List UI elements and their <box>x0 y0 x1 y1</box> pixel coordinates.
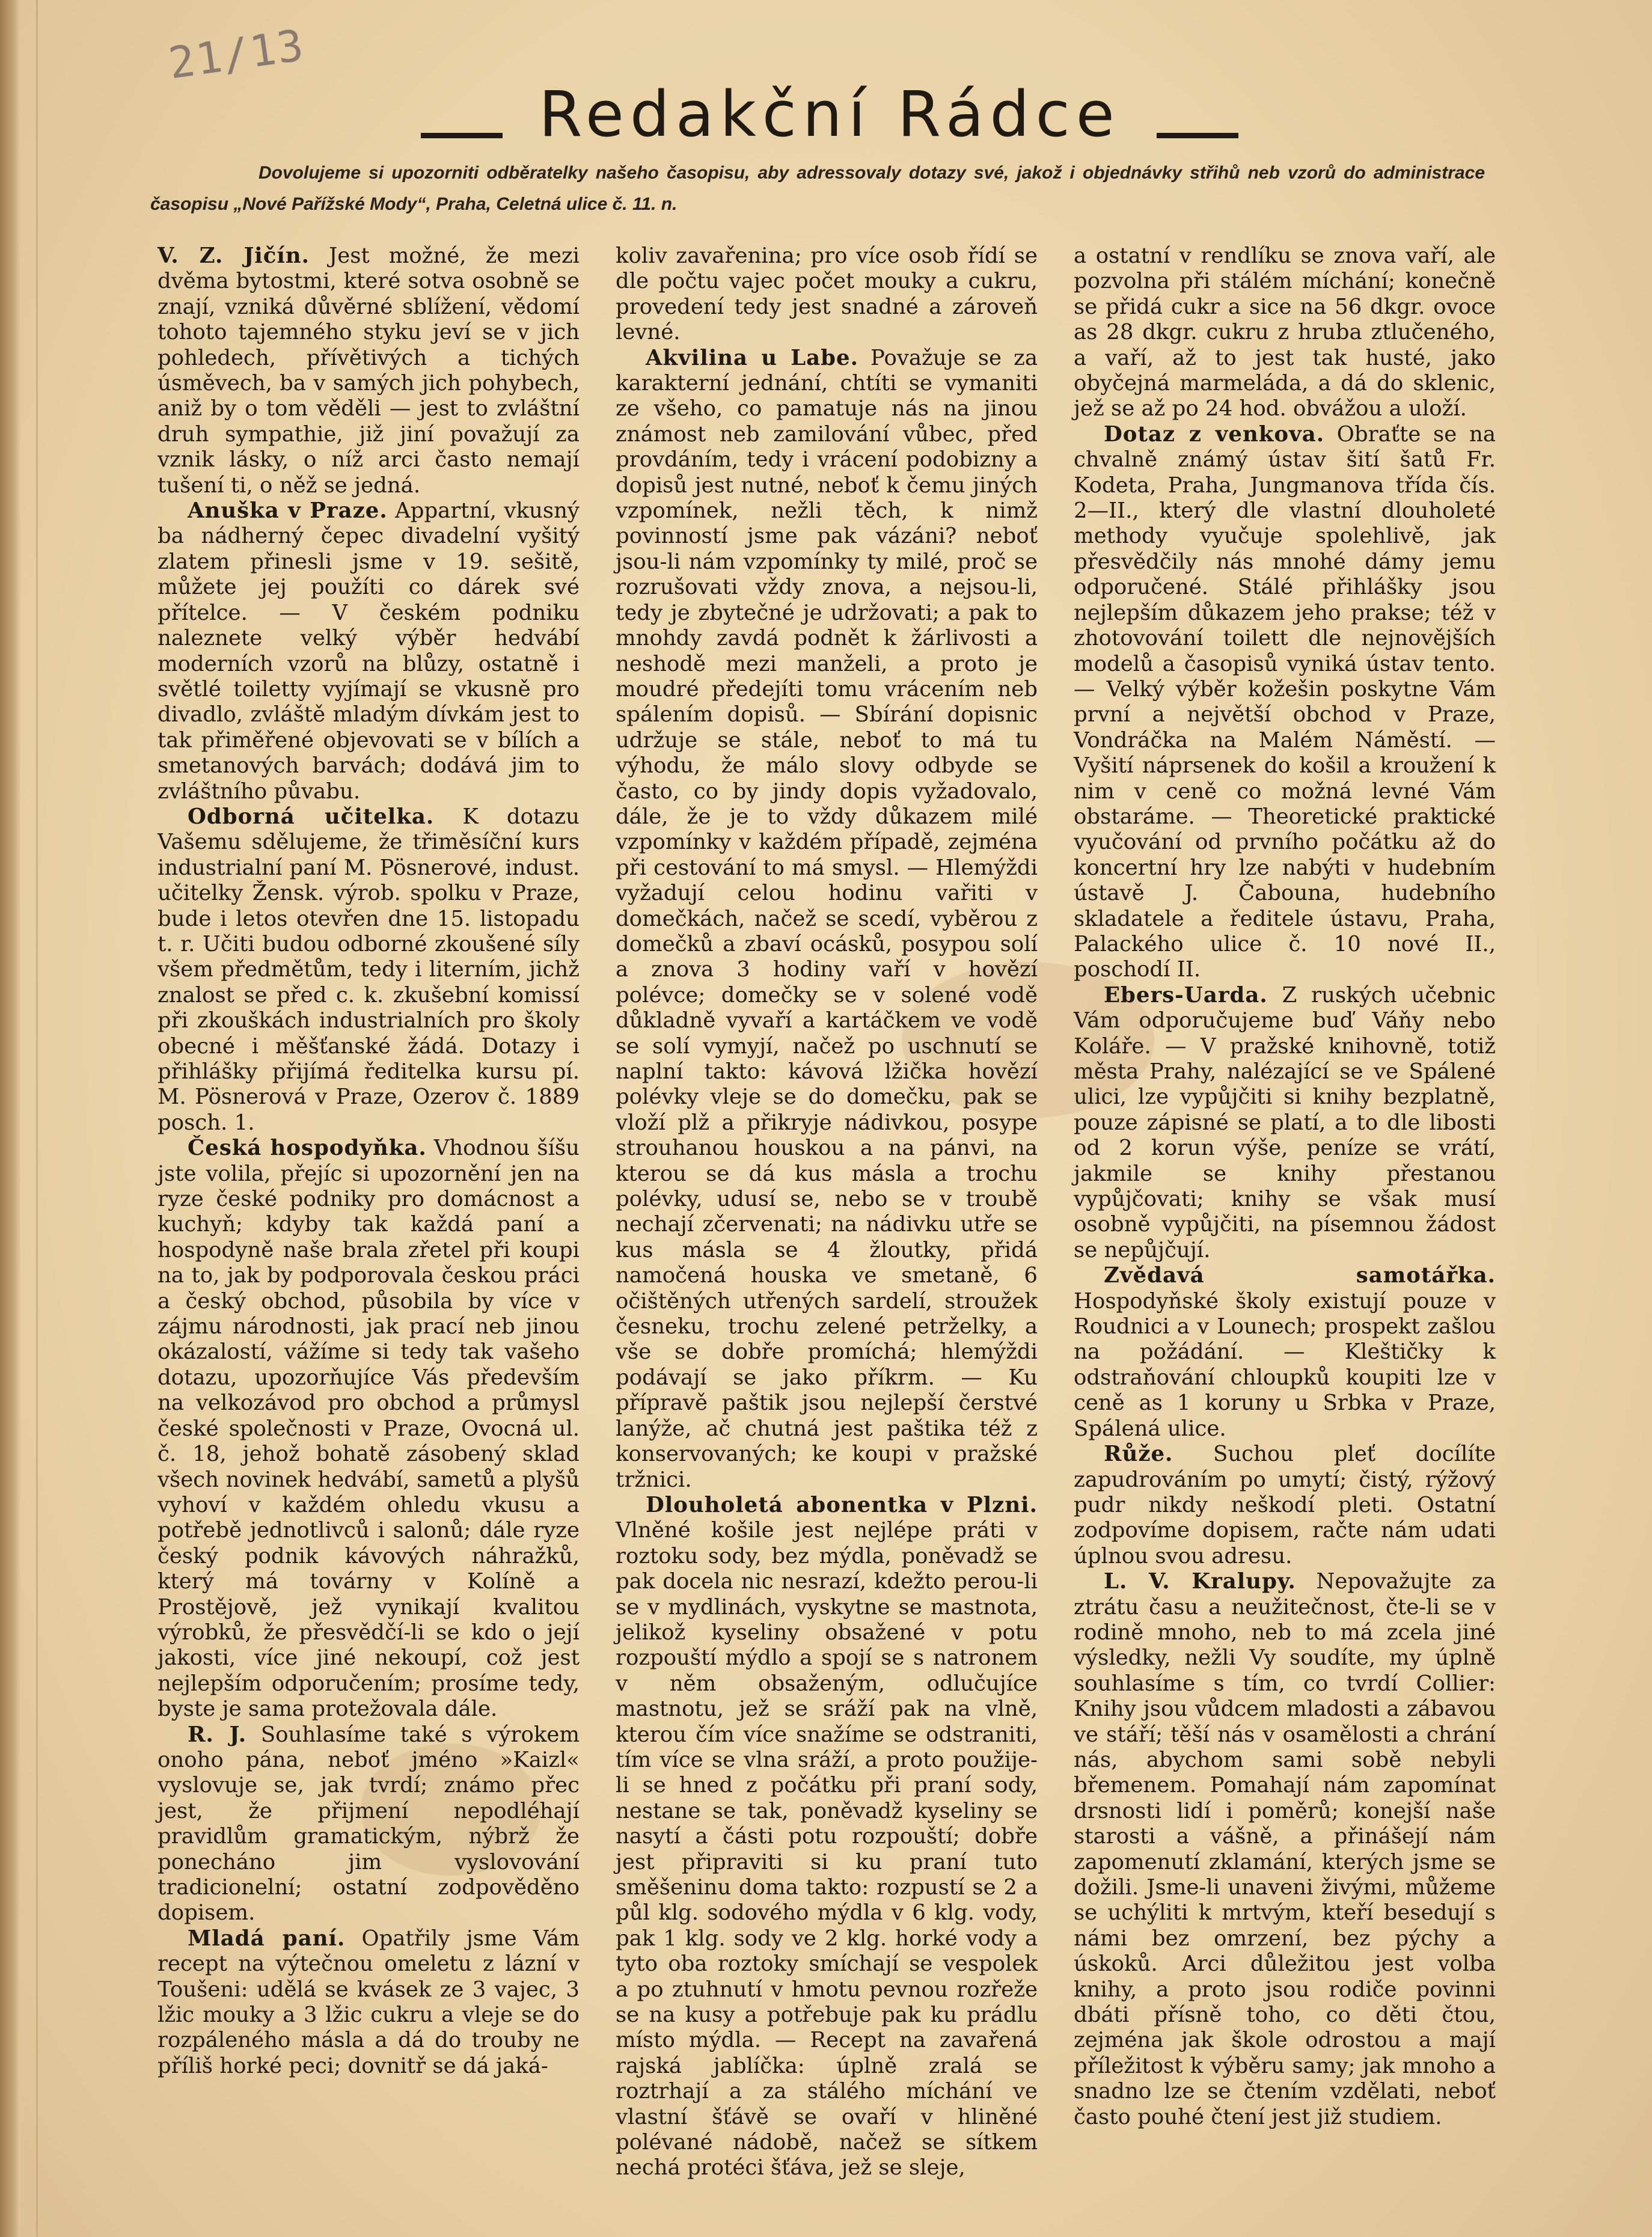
intro-notice: Dovolujeme si upozorniti odběratelky našeho časopisu, aby adressovaly dotazy své, jakož i objednávky střihů neb vzorů do administrace časopisu „Nové Pařížské Mody“, Praha, Celetná ulice č. 11. n. <box>150 163 1485 214</box>
title-rule-left <box>421 133 503 138</box>
column-3 <box>1074 243 1496 2181</box>
reply-entry <box>158 804 580 1136</box>
title-rule-right <box>1157 133 1238 138</box>
column-1 <box>158 243 580 2181</box>
reply-addressee: V. Z. Jičín. <box>158 243 310 268</box>
reply-text: Považuje se za karakterní jednání, chtíti se vymaniti ze všeho, co pamatuje nás na jinou známost neb zamilování vůbec, před provdáním, tedy i vrácení podobizny a dopisů jest nutné, neboť k čemu jiných vzpomínek, nežli těch, k nimž povinností jsme pak vázáni? neboť jsou-li nám vzpomínky ty milé, proč se rozrušovati vždy znova, a nejsou-li, tedy je zbytečné je udržovati; a pak to mnohdy zavdá podnět k žárlivosti a neshodě mezi manželi, a proto je moudré předejíti tomu vrácením neb spálením dopisů. — Sbírání dopisnic udržuje se stále, neboť to má tu výhodu, že málo slovy odbyde se často, co by jindy dopis vyžadovalo, dále, že je to vždy důkazem milé vzpomínky v každém případě, zejména při cestování to má smysl. — Hlemýždi vyžadují celou hodinu vařiti v domečkách, načež se scedí, vyběrou z domečků a zbaví ocásků, posypou solí a znova 3 hodiny vaří v hovězí polévce; domečky se v solené vodě důkladně vyvaří a kartáčkem ve vodě se solí vymyjí, načež po uschnutí se naplní takto: kávová lžička hovězí polévky vleje se do domečku, pak se vloží plž a přikryje nádivkou, posype strouhanou houskou a na pánvi, na kterou se dá kus másla a trochu polévky, udusí se, nebo se v troubě nechají zčervenati; na nádivku utře se kus másla se 4 žloutky, přidá namočená houska ve smetaně, 6 očištěných utřených sardelí, stroužek česneku, trochu zelené petrželky, a vše se dobře promíchá; hlemýždi podávají se jako příkrm. — Ku přípravě paštik jsou nejlepší čerstvé lanýže, ač chutná jest paštika též z konservovaných; ke koupi v pražské tržnici. <box>616 345 1038 1492</box>
reply-text: Nepovažujte za ztrátu času a neužitečnost, čte-li se v rodině mnoho, neb to má zcela jiné výsledky, nežli Vy soudíte, my úplně souhlasíme s tím, co tvrdí Collier: Knihy jsou vůdcem mladosti a zábavou ve stáří; těší nás v osamělosti a chrání nás, abychom sami sobě nebyli břemenem. Pomahají nám zapomínat drsnosti lidí i poměrů; konejší naše starosti a vášně, a přinášejí nám zapomenutí zklamání, kterých jsme se dožili. Jsme-li unaveni živými, můžeme se uchýliti k mrtvým, kteří besedují s námi bez omrzení, bez pýchy a úskoků. Arci důležitou jest volba knihy, a proto jsou rodiče povinni dbáti přísně toho, co děti čtou, zejména jak škole odrostou a mají příležitost k výběru samy; jak mnoho a snadno lze se čtením vzdělati, neboť často pouhé čtení jest již studiem. <box>1074 1569 1496 2129</box>
reply-entry <box>1074 422 1496 983</box>
reply-entry <box>616 1493 1038 2181</box>
reply-addressee: Česká hospodyňka. <box>188 1136 427 1161</box>
reply-text: K dotazu Vašemu sdělujeme, že třiměsíční kurs industrialní paní M. Pösnerové, indust. učitelky Žensk. výrob. spolku v Praze, bude i letos otevřen dne 15. listopadu t. r. Učiti budou odborné zkoušené síly všem předmětům, tedy i literním, jichž znalost se před c. k. zkušební komissí při zkouškách industrialních pro školy obecné i měšťanské žádá. Dotazy i přihlášky přijímá ředitelka kursu pí. M. Pösnerová v Praze, Ozerov č. 1889 posch. 1. <box>158 804 580 1135</box>
reply-addressee: Anuška v Praze. <box>188 498 388 524</box>
reply-text: a ostatní v rendlíku se znova vaří, ale pozvolna při stálém míchání; konečně se přidá cukr a sice na 56 dkgr. ovoce as 28 dkgr. cukru z hruba ztlučeného, a vaří, až to jest tak husté, jako obyčejná marmeláda, a dá do sklenic, jež se až po 24 hod. obvážou a uloží. <box>1074 243 1496 421</box>
reply-entry <box>1074 1569 1496 2130</box>
column-2 <box>616 243 1038 2181</box>
reply-text: Obraťte se na chvalně známý ústav šití šatů Fr. Kodeta, Praha, Jungmanova třída čís. 2—II., který dle vlastní dlouholeté methody vyučuje spolehlivě, jak přesvědčily nás mnohé dámy jemu odporučené. Stálé přihlášky jsou nejlepším důkazem jeho prakse; též v zhotovování toilett dle nejnovějších modelů a časopisů vyniká ústav tento. — Velký výběr kožešin poskytne Vám první a největší obchod v Praze, Vondráčka na Malém Náměstí. — Vyšití náprsenek do košil a kroužení k nim v ceně co možná levné Vám obstaráme. — Theoretické praktické vyučování od prvního počátku až do koncertní hry lze nabýti v hudebním ústavě J. Čabouna, hudebního skladatele a ředitele ústavu, Praha, Palackého ulice č. 10 nové II., poschodí II. <box>1074 421 1496 982</box>
manuscript-note: 21/13 <box>165 19 308 89</box>
reply-entry <box>1074 983 1496 1263</box>
reply-addressee: L. V. Kralupy. <box>1104 1569 1296 1594</box>
reply-text: koliv zavařenina; pro více osob řídí se dle počtu vajec počet mouky a cukru, provedení tedy jest snadné a zároveň levné. <box>616 243 1038 345</box>
reply-addressee: Dlouholetá abonentka v Plzni. <box>646 1492 1038 1517</box>
reply-text: Jest možné, že mezi dvěma bytostmi, které sotva osobně se znají, vzniká důvěrné sblížení, vědomí tohoto tajemného styku jeví se v jich pohledech, přívětivých a tichých úsměvech, ba v samých jich pohybech, aniž by o tom věděli — jest to zvláštní druh sympathie, již jiní považují za vznik lásky, o níž arci často nemají tušení ti, o něž se jedná. <box>158 243 580 498</box>
reply-text: Vlněné košile jest nejlépe práti v roztoku sody, bez mýdla, poněvadž se pak docela nic nesrazí, kdežto perou-li se v mydlinách, vyskytne se mastnota, jelikož kyseliny obsažené v potu rozpouští mýdlo a spojí se s natronem v něm obsaženým, odlučujíce mastnotu, jež se sráží pak na vlně, kterou čím více snažíme se odstraniti, tím více se vlna sráží, a proto použije-li se hned z počátku při praní sody, nestane se tak, poněvadž kyseliny se nasytí a části potu rozpouští; dobře jest připraviti si ku praní tuto směšeninu doma takto: rozpustí se 2 a půl klg. sodového mýdla v 6 klg. vody, pak 1 klg. sody ve 2 klg. horké vody a tyto oba roztoky smíchají se vespolek a po ztuhnutí v hmotu pevnou rozřeže se na kusy a potřebuje pak ku prádlu místo mýdla. — Recept na zavařená rajská jablíčka: úplně zralá se roztrhají a za stálého míchání ve vlastní šťávě se ovaří v hliněné polévané nádobě, načež se sítkem nechá protéci šťáva, jež se sleje, <box>616 1518 1038 2180</box>
reply-entry <box>158 1136 580 1722</box>
reply-text: Opatřily jsme Vám recept na výtečnou omeletu z lázní v Toušeni: udělá se kvásek ze 3 vajec, 3 lžic mouky a 3 lžic cukru a vleje se do rozpáleného másla a dá do trouby ne příliš horké peci; dovnitř se dá jaká- <box>158 1926 580 2078</box>
reply-entry <box>1074 1263 1496 1442</box>
reply-entry <box>158 1926 580 2079</box>
reply-entry <box>616 243 1038 346</box>
page-gutter <box>0 0 20 2237</box>
reply-entry <box>158 498 580 804</box>
reply-addressee: R. J. <box>188 1722 247 1747</box>
reply-text: Vhodnou šíšu jste volila, přejíc si upozornění jen na ryze české podniky pro domácnost a kuchyň; kdyby tak každá paní a hospodyně naše brala zřetel při koupi na to, jak by podporovala českou práci a český obchod, působila by více v zájmu národnosti, jak prací neb jinou okázalostí, vážíme si tedy tak vašeho dotazu, upozorňujíce Vás především na velkozávod pro obchod a průmysl české společnosti v Praze, Ovocná ul. č. 18, jehož bohatě zásobený sklad všech novinek hedvábí, sametů a plyšů vyhoví v každém ohledu vkusu a potřebě jednotlivců i salonů; dále ryze český podnik kávových náhražků, který má továrny v Kolíně a Prostějově, jež vynikají kvalitou výrobků, že přesvědčí-li se kdo o její jakosti, více jiné nekoupí, což jest nejlepším odporučením; prosíme tedy, byste je sama protežovala dále. <box>158 1136 580 1722</box>
reply-text: Souhlasíme také s výrokem onoho pána, neboť jméno »Kaizl« vyslovuje se, jak tvrdí; známo přec jest, že přijmení nepodléhají pravidlům gramatickým, nýbrž že ponecháno jim vyslovování tradicionelní; ostatní zodpověděno dopisem. <box>158 1722 580 1926</box>
reply-entry <box>616 346 1038 1493</box>
reply-entry <box>158 1722 580 1926</box>
reply-addressee: Mladá paní. <box>188 1926 346 1951</box>
reply-entry <box>1074 243 1496 422</box>
page-edge-line <box>36 0 38 2237</box>
reply-text: Z ruských učebnic Vám odporučujeme buď Váňy nebo Koláře. — V pražské knihovně, totiž města Prahy, nalézající se ve Spálené ulici, lze vypůjčiti si knihy bezplatně, pouze zápisné se platí, a to dle libosti od 2 korun výše, peníze se vrátí, jakmile se knihy přestanou vypůjčovati; knihy se však musí osobně vypůjčiti, na písemnou žádost se nepůjčují. <box>1074 982 1496 1262</box>
title-row <box>421 72 1238 156</box>
reply-addressee: Ebers-Uarda. <box>1104 982 1268 1008</box>
page-title: Redakční Rádce <box>539 78 1121 151</box>
article-columns <box>158 243 1496 2181</box>
reply-addressee: Akvilina u Labe. <box>646 345 858 370</box>
reply-text: Appartní, vkusný ba nádherný čepec divadelní vyšitý zlatem přinesli jsme v 19. sešitě, můžete jej použíti co dárek své přítelce. — V českém podniku naleznete velký výběr hedvábí moderních vzorů na blůzy, ostatně i světlé toiletty vyjímají se vkusně pro divadlo, zvláště mladým dívkám jest to tak přiměřené objevovati se v bílích a smetanových barvách; dodává jim to zvláštního půvabu. <box>158 498 580 804</box>
reply-entry <box>158 243 580 498</box>
reply-addressee: Růže. <box>1104 1442 1173 1467</box>
reply-addressee: Dotaz z venkova. <box>1104 421 1325 447</box>
reply-text: Suchou pleť docílíte zapudrováním po umytí; čistý, rýžový pudr nikdy neškodí pleti. Ostatní zodpovíme dopisem, račte nám udati úplnou svou adresu. <box>1074 1442 1496 1568</box>
reply-addressee: Odborná učitelka. <box>188 804 435 829</box>
reply-text: Hospodyňské školy existují pouze v Roudnici a v Lounech; prospekt zašlou na požádání. — Kleštičky k odstraňování chloupků koupiti lze v ceně as 1 koruny u Srbka v Praze, Spálená ulice. <box>1074 1288 1496 1441</box>
reply-entry <box>1074 1442 1496 1569</box>
reply-addressee: Zvědavá samotářka. <box>1104 1263 1496 1288</box>
